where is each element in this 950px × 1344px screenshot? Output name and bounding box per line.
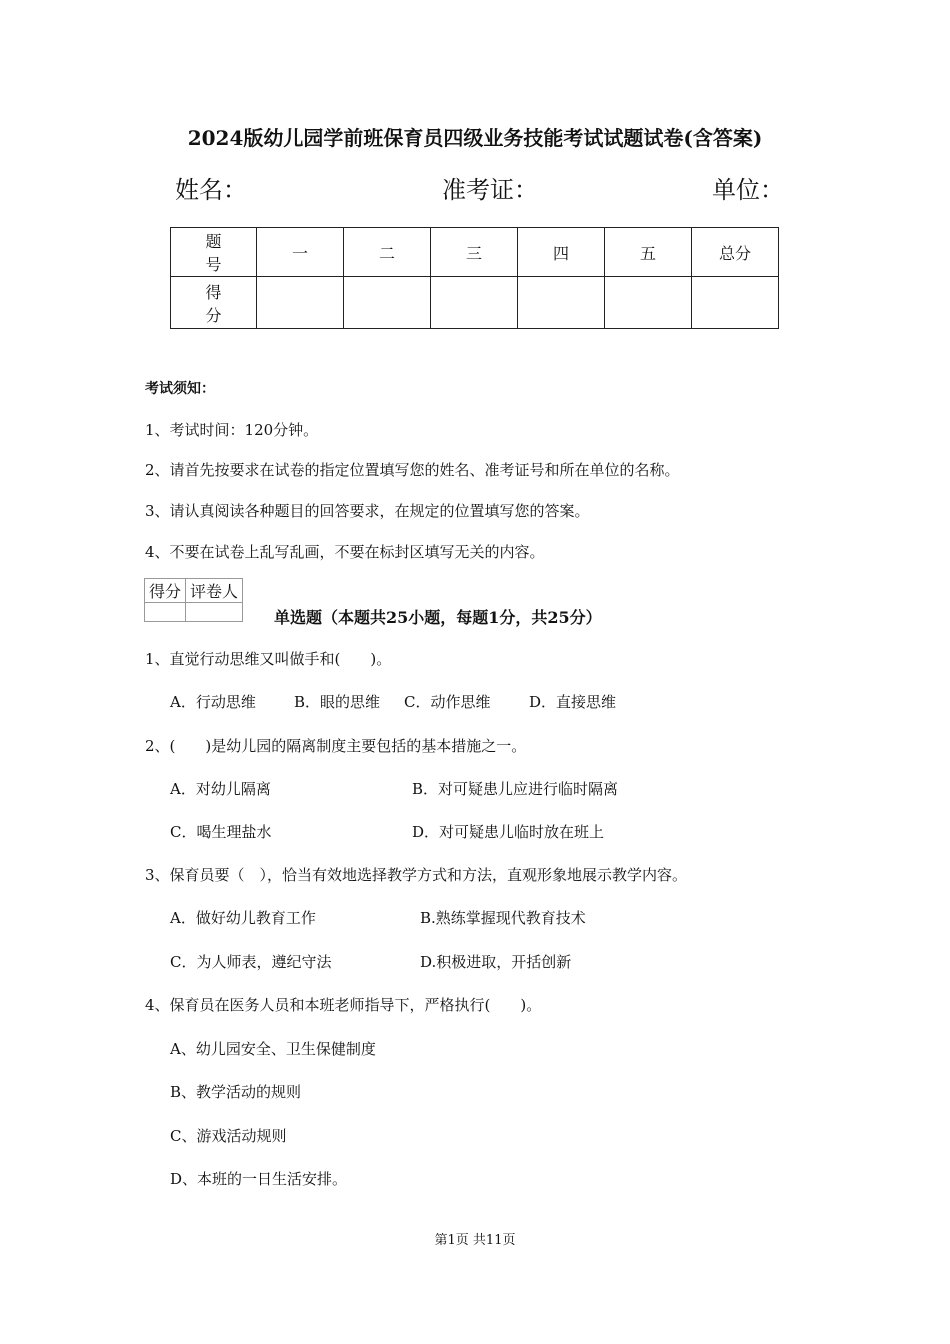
page-footer: 第1页 共11页 xyxy=(434,1233,516,1248)
question-option: D、本班的一日生活安排。 xyxy=(170,1170,348,1188)
score-cell xyxy=(605,277,692,329)
question-stem: 3、保育员要（ ），恰当有效地选择教学方式和方法，直观形象地展示教学内容。 xyxy=(145,866,688,884)
notice-item: 2、请首先按要求在试卷的指定位置填写您的姓名、准考证号和所在单位的名称。 xyxy=(145,461,680,479)
question-option: B、教学活动的规则 xyxy=(170,1083,302,1101)
score-cell xyxy=(692,277,779,329)
notice-item: 1、考试时间：120分钟。 xyxy=(145,421,319,439)
notice-item: 4、不要在试卷上乱写乱画，不要在标封区填写无关的内容。 xyxy=(145,543,545,561)
score-table-score-label: 得 分 xyxy=(171,277,257,329)
score-cell xyxy=(344,277,431,329)
score-table-header-label: 题 号 xyxy=(171,228,257,277)
score-cell xyxy=(431,277,518,329)
question-option: C、游戏活动规则 xyxy=(170,1127,287,1145)
question-option: C．喝生理盐水 xyxy=(170,823,272,841)
grader-box-header-row xyxy=(145,579,243,603)
score-table-column-2: 二 xyxy=(344,228,431,277)
question-option: A．行动思维 xyxy=(170,693,256,711)
question-option: B．对可疑患儿应进行临时隔离 xyxy=(412,780,619,798)
notice-title: 考试须知： xyxy=(145,381,215,397)
score-table-column-3: 三 xyxy=(431,228,518,277)
grader-box-score-label: 得分 xyxy=(145,579,186,603)
question-stem: 2、( )是幼儿园的隔离制度主要包括的基本措施之一。 xyxy=(145,737,527,755)
score-table-column-4: 四 xyxy=(518,228,605,277)
score-table xyxy=(170,227,779,329)
question-option: D．对可疑患儿临时放在班上 xyxy=(412,823,605,841)
question-option: B.熟练掌握现代教育技术 xyxy=(420,909,586,927)
question-option: D．直接思维 xyxy=(529,693,617,711)
question-option: A、幼儿园安全、卫生保健制度 xyxy=(170,1040,376,1058)
question-stem: 1、直觉行动思维又叫做手和( )。 xyxy=(145,650,392,668)
grader-box xyxy=(144,578,243,622)
notice-item: 3、请认真阅读各种题目的回答要求，在规定的位置填写您的答案。 xyxy=(145,502,590,520)
exam-number-field-label: 准考证： xyxy=(442,176,538,204)
score-table-header-row xyxy=(171,228,779,277)
question-option: B．眼的思维 xyxy=(294,693,381,711)
question-option: C．动作思维 xyxy=(404,693,491,711)
score-table-column-5: 五 xyxy=(605,228,692,277)
score-table-column-total: 总分 xyxy=(692,228,779,277)
unit-field-label: 单位： xyxy=(712,176,784,204)
score-cell xyxy=(518,277,605,329)
question-option: D.积极进取，开括创新 xyxy=(420,953,572,971)
section-title: 单选题（本题共25小题，每题1分，共25分） xyxy=(274,608,602,627)
document-title: 2024版幼儿园学前班保育员四级业务技能考试试题试卷(含答案) xyxy=(187,126,763,150)
question-option: C．为人师表，遵纪守法 xyxy=(170,953,332,971)
question-option: A．对幼儿隔离 xyxy=(170,780,271,798)
score-cell xyxy=(257,277,344,329)
grader-box-blank-cell xyxy=(186,603,243,622)
score-table-column-1: 一 xyxy=(257,228,344,277)
grader-box-blank-row xyxy=(145,603,243,622)
name-field-label: 姓名： xyxy=(175,176,247,204)
question-option: A．做好幼儿教育工作 xyxy=(170,909,316,927)
grader-box-grader-label: 评卷人 xyxy=(186,579,243,603)
grader-box-blank-cell xyxy=(145,603,186,622)
score-table-score-row xyxy=(171,277,779,329)
question-stem: 4、保育员在医务人员和本班老师指导下，严格执行( )。 xyxy=(145,996,542,1014)
